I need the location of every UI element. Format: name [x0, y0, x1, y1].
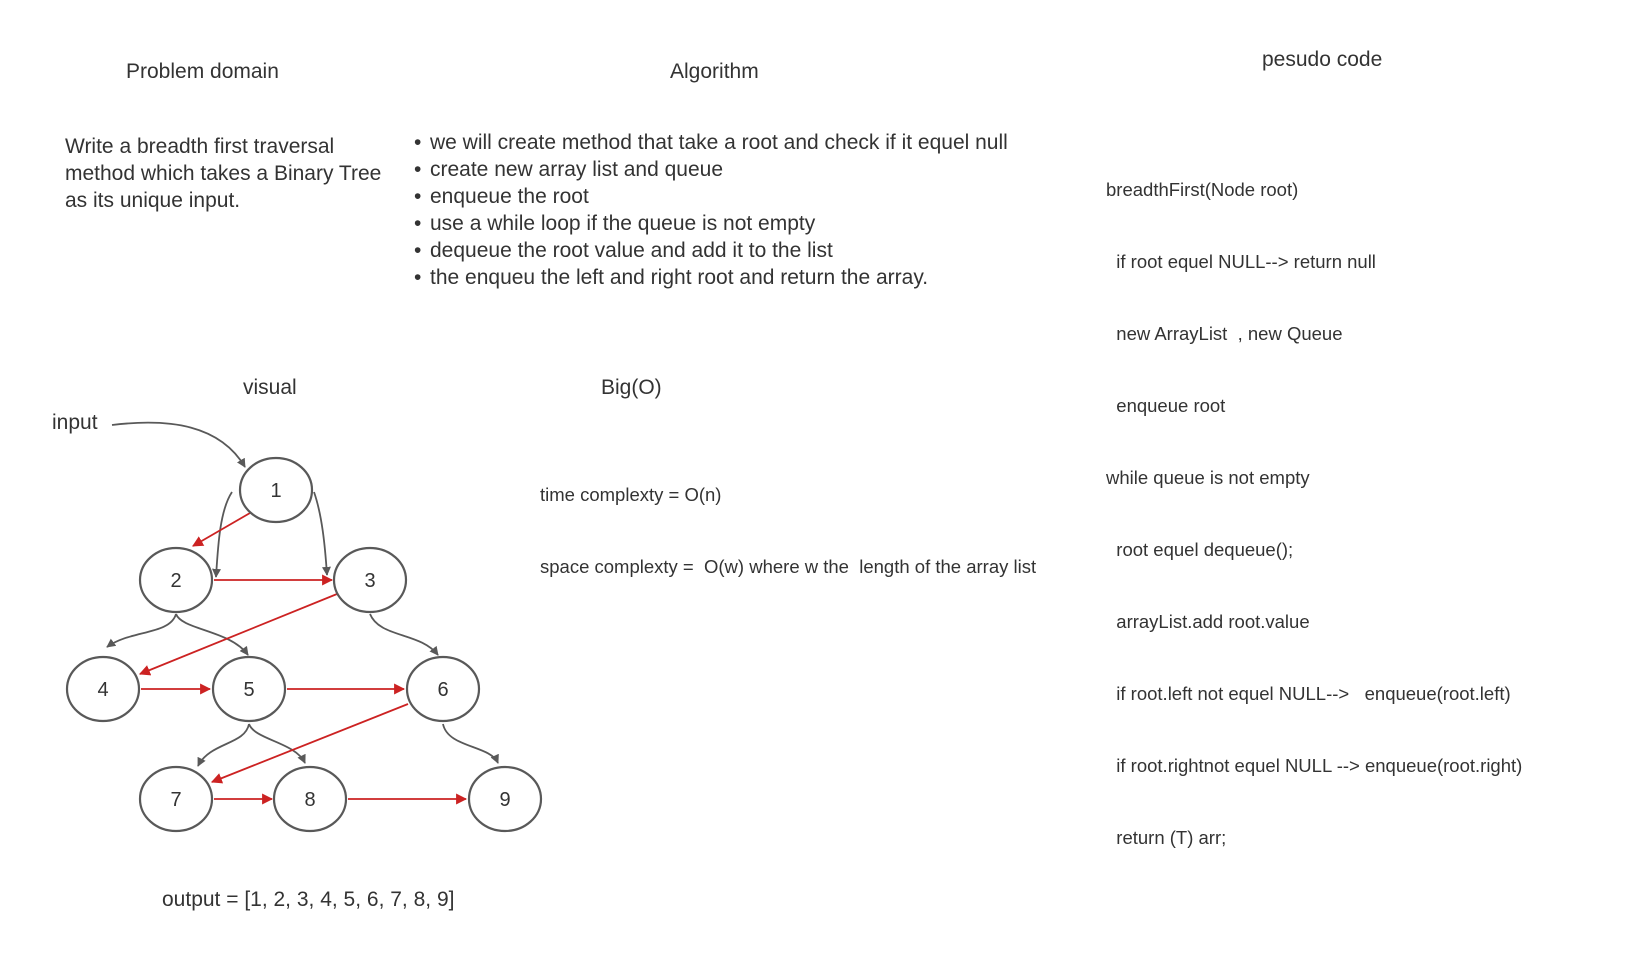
pseudo-code-line: enqueue root: [1106, 395, 1226, 416]
tree-edge-1-2: [216, 492, 232, 577]
node-label: 8: [304, 789, 316, 811]
output-text: output = [1, 2, 3, 4, 5, 6, 7, 8, 9]: [162, 888, 455, 911]
heading-problem-domain: Problem domain: [126, 60, 279, 83]
algorithm-step: • use a while loop if the queue is not empty: [414, 210, 1008, 237]
node-label: 1: [270, 480, 282, 502]
node-label: 3: [364, 570, 376, 592]
node-label: 2: [170, 570, 182, 592]
algorithm-step: • create new array list and queue: [414, 156, 1008, 183]
tree-node: [407, 657, 479, 721]
heading-big-o: Big(O): [601, 376, 662, 399]
space-complexity: space complexty = O(w) where w the length of the array list: [540, 556, 1037, 577]
tree-node: [140, 767, 212, 831]
tree-edge-5-8: [249, 724, 305, 763]
pseudo-code-line: arrayList.add root.value: [1106, 611, 1310, 632]
pseudo-code-line: root equel dequeue();: [1106, 539, 1294, 560]
tree-node: [274, 767, 346, 831]
tree-edge-2-4: [107, 614, 176, 647]
algorithm-step: • enqueue the root: [414, 183, 1008, 210]
tree-node: [469, 767, 541, 831]
tree-node: [240, 458, 312, 522]
tree-node: [67, 657, 139, 721]
pseudo-code-line: new ArrayList , new Queue: [1106, 323, 1343, 344]
algorithm-step: • we will create method that take a root and check if it equel null: [414, 129, 1008, 156]
node-label: 4: [97, 679, 109, 701]
input-arrow: [112, 423, 245, 467]
pseudo-code-line: breadthFirst(Node root): [1106, 179, 1299, 200]
node-label: 7: [170, 789, 182, 811]
heading-visual: visual: [243, 376, 297, 399]
pseudo-code-line: if root.left not equel NULL--> enqueue(root.left): [1106, 683, 1511, 704]
tree-node: [140, 548, 212, 612]
tree-node: [334, 548, 406, 612]
tree-edge-5-7: [198, 724, 249, 766]
node-label: 9: [499, 789, 511, 811]
tree-edge-3-6: [370, 614, 438, 655]
pseudo-code-line: if root.rightnot equel NULL --> enqueue(root.right): [1106, 755, 1523, 776]
tree-node: [213, 657, 285, 721]
node-label: 5: [243, 679, 255, 701]
heading-algorithm: Algorithm: [670, 60, 759, 83]
algorithm-step: • the enqueu the left and right root and return the array.: [414, 264, 1008, 291]
algorithm-step: • dequeue the root value and add it to the list: [414, 237, 1008, 264]
tree-edge-6-9: [443, 724, 498, 763]
node-label: 6: [437, 679, 449, 701]
time-complexity: time complexty = O(n): [540, 484, 722, 505]
pseudo-code-line: if root equel NULL--> return null: [1106, 251, 1376, 272]
problem-domain-text: Write a breadth first traversal method which takes a Binary Tree as its unique input.: [65, 135, 382, 212]
heading-pseudo-code: pesudo code: [1262, 48, 1383, 71]
input-label: input: [52, 411, 98, 434]
tree-edge-1-3: [314, 492, 327, 575]
pseudo-code-line: return (T) arr;: [1106, 827, 1227, 848]
pseudo-code-line: while queue is not empty: [1106, 467, 1310, 488]
